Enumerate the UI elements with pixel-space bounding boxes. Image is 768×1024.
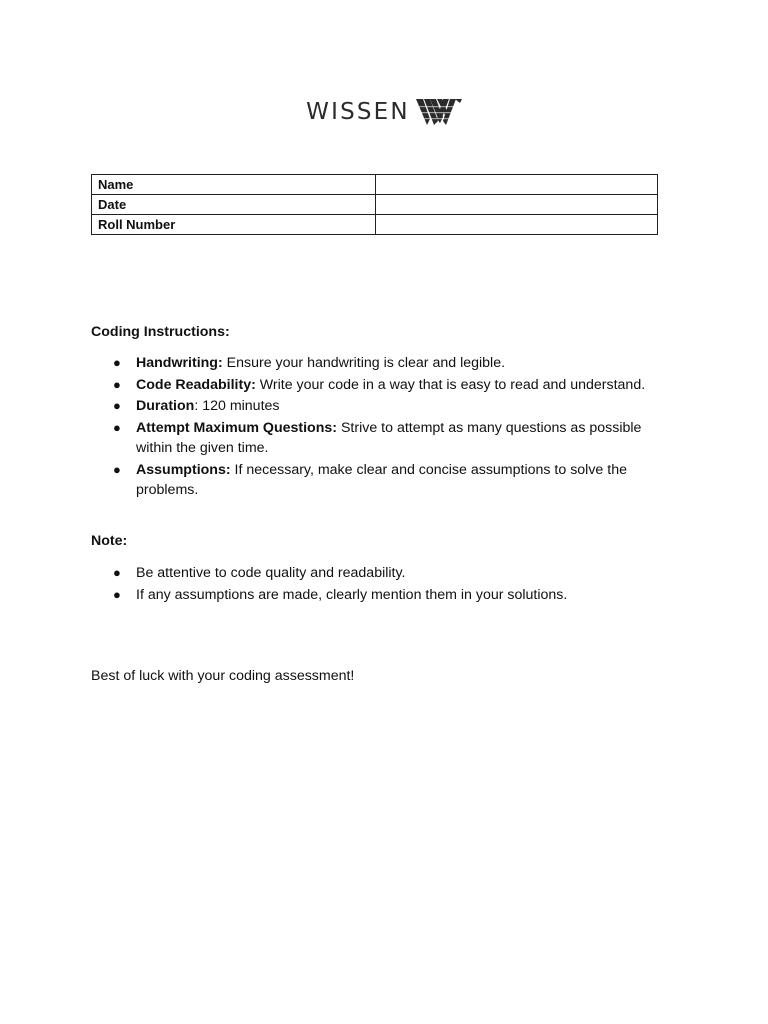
- bullet-icon: ●: [113, 461, 121, 477]
- student-info-table: [91, 174, 658, 235]
- item-text: Ensure your handwriting is clear and legible.: [222, 355, 506, 371]
- item-term: Handwriting:: [136, 355, 223, 371]
- item-term: Attempt Maximum Questions:: [136, 419, 338, 436]
- item-term: Assumptions:: [136, 461, 231, 478]
- coding-instructions-heading: Coding Instructions:: [91, 324, 230, 340]
- item-text: Be attentive to code quality and readability.: [136, 565, 406, 581]
- roll-number-field[interactable]: [376, 215, 658, 235]
- list-item: [91, 418, 666, 459]
- item-term: Duration: [136, 398, 195, 414]
- list-item: [91, 396, 666, 417]
- note-heading: Note:: [91, 533, 128, 549]
- logo-text: WISSEN: [306, 99, 410, 125]
- coding-instructions-section: [91, 322, 691, 502]
- bullet-icon: ●: [113, 419, 121, 435]
- table-row: [92, 175, 658, 195]
- bullet-icon: ●: [113, 586, 121, 602]
- item-text: If any assumptions are made, clearly mention them in your solutions.: [136, 586, 568, 603]
- bullet-icon: ●: [113, 376, 121, 392]
- list-item: [91, 375, 666, 396]
- date-field[interactable]: [376, 195, 658, 215]
- note-section: [91, 531, 691, 606]
- list-item: [91, 353, 666, 374]
- note-list: [91, 563, 691, 605]
- item-text: : 120 minutes: [194, 398, 280, 414]
- coding-instructions-list: [91, 353, 691, 501]
- closing-message: Best of luck with your coding assessment!: [91, 668, 355, 684]
- name-field[interactable]: [376, 175, 658, 195]
- item-term: Code Readability:: [136, 376, 256, 393]
- list-item: [91, 585, 666, 606]
- table-row: [92, 215, 658, 235]
- bullet-icon: ●: [113, 565, 121, 580]
- item-text: Write your code in a way that is easy to read and understand.: [255, 376, 646, 393]
- name-label: Name: [92, 175, 376, 195]
- logo-mark-icon: [416, 97, 462, 127]
- date-label: Date: [92, 195, 376, 215]
- bullet-icon: ●: [113, 355, 121, 370]
- item-text: If necessary, make clear and concise assumptions to solve the problems.: [136, 461, 627, 498]
- list-item: [91, 563, 666, 584]
- bullet-icon: ●: [113, 398, 121, 413]
- roll-number-label: Roll Number: [92, 215, 376, 235]
- wissen-logo: [0, 96, 768, 128]
- table-row: [92, 195, 658, 215]
- item-text: Strive to attempt as many questions as possible within the given time.: [136, 419, 642, 456]
- list-item: [91, 460, 666, 501]
